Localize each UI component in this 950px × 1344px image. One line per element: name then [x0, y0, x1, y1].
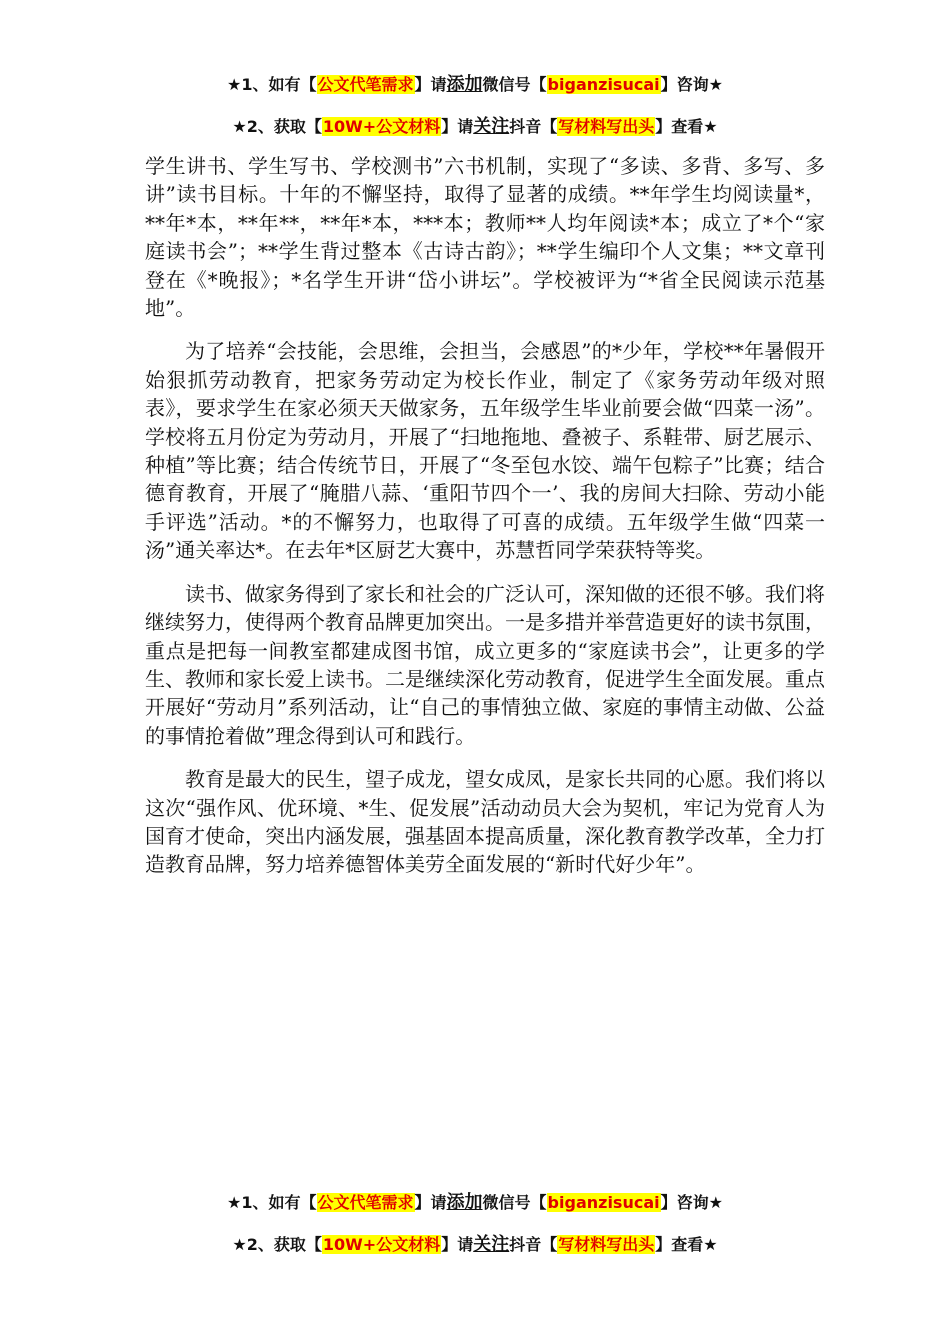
- highlight-text: biganzisucai: [547, 1193, 660, 1212]
- banner-text: 1、如有【: [241, 1193, 317, 1212]
- paragraph: 为了培养“会技能，会思维，会担当，会感恩”的*少年，学校**年暑假开始狠抓劳动教育，把家务劳动定为校长作业，制定了《家务劳动年级对照表》，要求学生在家必须天天做家务，五年级学生毕业前要会做“四菜一汤”。学校将五月份定为劳动月，开展了“扫地拖地、叠被子、系鞋带、厨艺展示、种植”等比赛；结合传统节日，开展了“冬至包水饺、端午包粽子”比赛；结合德育教育，开展了“腌腊八蒜、‘重阳节四个一’、我的房间大扫除、劳动小能手评选”活动。*的不懈努力，也取得了可喜的成绩。五年级学生做“四菜一汤”通关率达*。在去年*区厨艺大赛中，苏慧哲同学荣获特等奖。: [145, 339, 825, 563]
- banner-text: 2、获取【: [246, 1235, 322, 1254]
- banner-text: 】咨询★: [660, 75, 723, 94]
- underlined-text: 关注: [473, 1234, 510, 1255]
- underlined-text: 关注: [473, 116, 510, 137]
- highlight-text: 公文代笔需求: [317, 75, 414, 94]
- paragraph: 教育是最大的民生，望子成龙，望女成凤，是家长共同的心愿。我们将以这次“强作风、优环境、*生、促发展”活动动员大会为契机，牢记为党育人为国育才使命，突出内涵发展，强基固本提高质量，深化教育教学改革，全力打造教育品牌，努力培养德智体美劳全面发展的“新时代好少年”。: [145, 767, 825, 877]
- star-icon: ★: [232, 117, 247, 136]
- banner-text: 1、如有【: [241, 75, 317, 94]
- banner-text: 微信号【: [482, 1193, 547, 1212]
- paragraph: 读书、做家务得到了家长和社会的广泛认可，深知做的还很不够。我们将继续努力，使得两个教育品牌更加突出。一是多措并举营造更好的读书氛围，重点是把每一间教室都建成图书馆，成立更多的“家庭读书会”，让更多的学生、教师和家长爱上读书。二是继续深化劳动教育，促进学生全面发展。重点开展好“劳动月”系列活动，让“自己的事情独立做、家庭的事情主动做、公益的事情抢着做”理念得到认可和践行。: [145, 581, 825, 748]
- paragraph: 学生讲书、学生写书、学校测书”六书机制，实现了“多读、多背、多写、多讲”读书目标。十年的不懈坚持，取得了显著的成绩。**年学生均阅读量*，**年*本，**年**，**年*本，***本；教师**人均年阅读*本；成立了*个“家庭读书会”；**学生背过整本《古诗古韵》；**学生编印个人文集；**文章刊登在《*晚报》；*名学生开讲“岱小讲坛”。学校被评为“*省全民阅读示范基地”。: [145, 154, 825, 321]
- document-body: [145, 152, 825, 894]
- highlight-text: 10W+公文材料: [322, 117, 441, 136]
- footer-banner-line-1: [0, 1188, 950, 1214]
- star-icon: ★: [227, 75, 242, 94]
- footer-banner-line-2: [0, 1230, 950, 1256]
- banner-text: 】咨询★: [660, 1193, 723, 1212]
- banner-text: 抖音【: [509, 1235, 558, 1254]
- highlight-text: 写材料写出头: [558, 1235, 655, 1254]
- banner-text: 】查看★: [655, 117, 718, 136]
- highlight-text: 10W+公文材料: [322, 1235, 441, 1254]
- header-banner-line-1: [0, 70, 950, 96]
- star-icon: ★: [227, 1193, 242, 1212]
- highlight-text: biganzisucai: [547, 75, 660, 94]
- underlined-text: 添加: [446, 1192, 483, 1213]
- banner-text: 抖音【: [509, 117, 558, 136]
- underlined-text: 添加: [446, 74, 483, 95]
- banner-text: 】请: [414, 75, 447, 94]
- header-banner-line-2: [0, 112, 950, 138]
- highlight-text: 写材料写出头: [558, 117, 655, 136]
- highlight-text: 公文代笔需求: [317, 1193, 414, 1212]
- banner-text: 】请: [441, 1235, 474, 1254]
- star-icon: ★: [232, 1235, 247, 1254]
- banner-text: 2、获取【: [246, 117, 322, 136]
- banner-text: 】查看★: [655, 1235, 718, 1254]
- banner-text: 】请: [441, 117, 474, 136]
- banner-text: 】请: [414, 1193, 447, 1212]
- banner-text: 微信号【: [482, 75, 547, 94]
